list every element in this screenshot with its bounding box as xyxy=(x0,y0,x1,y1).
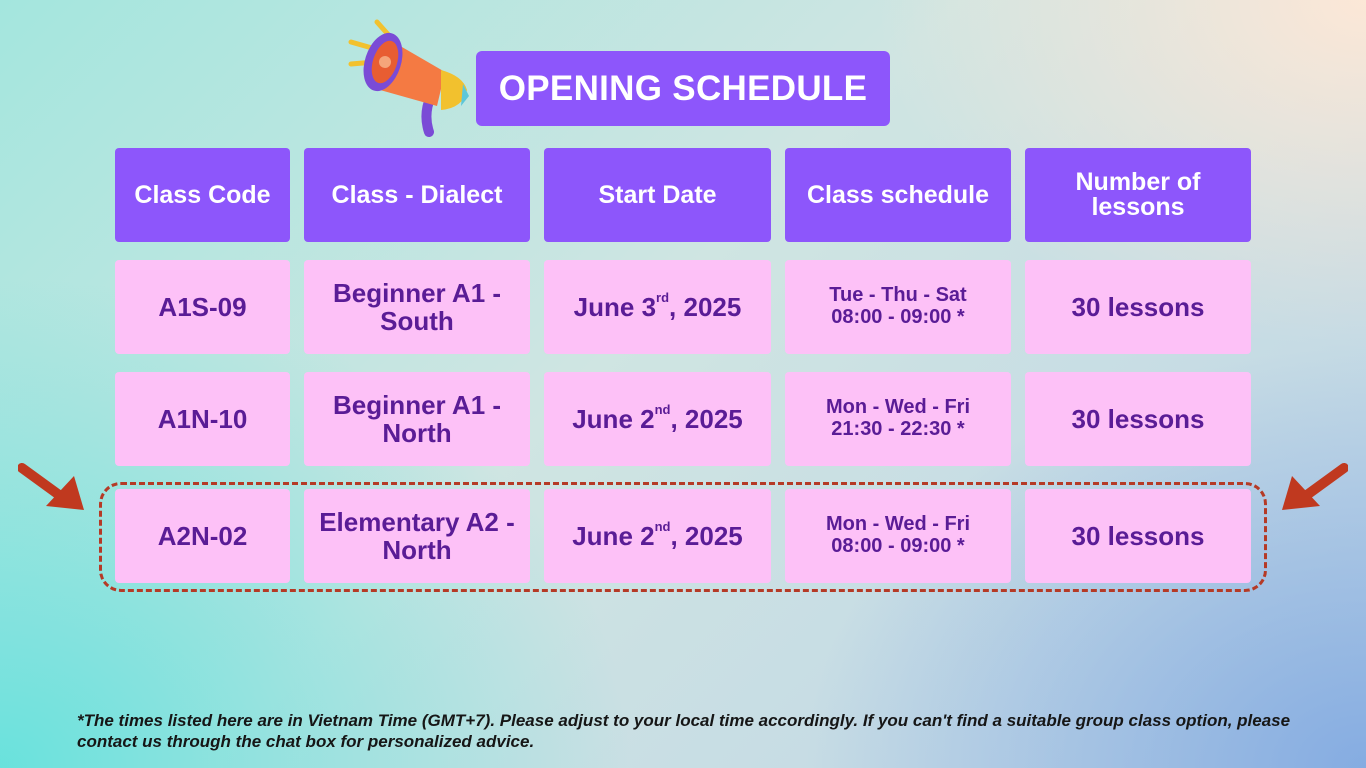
row3-schedule-days: Mon - Wed - Fri xyxy=(825,513,971,536)
row3-date-year: , 2025 xyxy=(670,520,743,551)
row3-lessons: 30 lessons xyxy=(1025,489,1251,583)
row1-class-dialect xyxy=(304,260,530,354)
row2-dialect-line2: North xyxy=(382,418,452,448)
row1-lessons: 30 lessons xyxy=(1025,260,1251,354)
row3-class-dialect xyxy=(304,489,530,583)
row2-lessons: 30 lessons xyxy=(1025,372,1251,466)
row1-schedule-days: Tue - Thu - Sat xyxy=(829,284,967,307)
row1-date-suffix: rd xyxy=(656,289,670,305)
row2-class-dialect xyxy=(304,372,530,466)
row1-start-date xyxy=(544,260,771,354)
row1-date-month-day: June 3 xyxy=(573,291,657,322)
row2-dialect-line1: Beginner A1 - xyxy=(332,389,502,420)
page-title: OPENING SCHEDULE xyxy=(476,51,890,126)
arrow-right-pointing-icon xyxy=(18,458,88,518)
footnote: *The times listed here are in Vietnam Time (GMT+7). Please adjust to your local time accordingly. If you can't find a suitable group class option, please contact us through the chat box for personalized advice. xyxy=(77,711,1291,751)
row1-dialect-line2: South xyxy=(380,306,454,336)
megaphone-icon xyxy=(345,14,475,139)
header-number-of-lessons: Number of lessons xyxy=(1025,148,1251,242)
row1-date-year: , 2025 xyxy=(669,291,742,322)
row2-schedule-days: Mon - Wed - Fri xyxy=(825,396,971,419)
header-class-code: Class Code xyxy=(115,148,290,242)
row3-start-date xyxy=(544,489,771,583)
row3-date-month-day: June 2 xyxy=(572,520,655,551)
arrow-left-pointing-icon xyxy=(1278,458,1348,518)
row1-class-schedule xyxy=(785,260,1011,354)
row2-start-date xyxy=(544,372,771,466)
row2-class-schedule xyxy=(785,372,1011,466)
row3-schedule-time: 08:00 - 09:00 * xyxy=(831,535,965,557)
row3-class-schedule xyxy=(785,489,1011,583)
row2-schedule-time: 21:30 - 22:30 * xyxy=(831,418,965,440)
row2-class-code: A1N-10 xyxy=(115,372,290,466)
row1-dialect-line1: Beginner A1 - xyxy=(332,277,502,308)
row3-class-code: A2N-02 xyxy=(115,489,290,583)
header-class-schedule: Class schedule xyxy=(785,148,1011,242)
row2-date-month-day: June 2 xyxy=(572,403,655,434)
row1-schedule-time: 08:00 - 09:00 * xyxy=(831,306,965,328)
row1-class-code: A1S-09 xyxy=(115,260,290,354)
row2-date-year: , 2025 xyxy=(670,403,743,434)
row3-date-suffix: nd xyxy=(654,518,671,534)
header-start-date: Start Date xyxy=(544,148,771,242)
row2-date-suffix: nd xyxy=(654,401,671,417)
row3-dialect-line1: Elementary A2 - xyxy=(319,506,515,537)
row3-dialect-line2: North xyxy=(382,535,452,565)
header-class-dialect: Class - Dialect xyxy=(304,148,530,242)
